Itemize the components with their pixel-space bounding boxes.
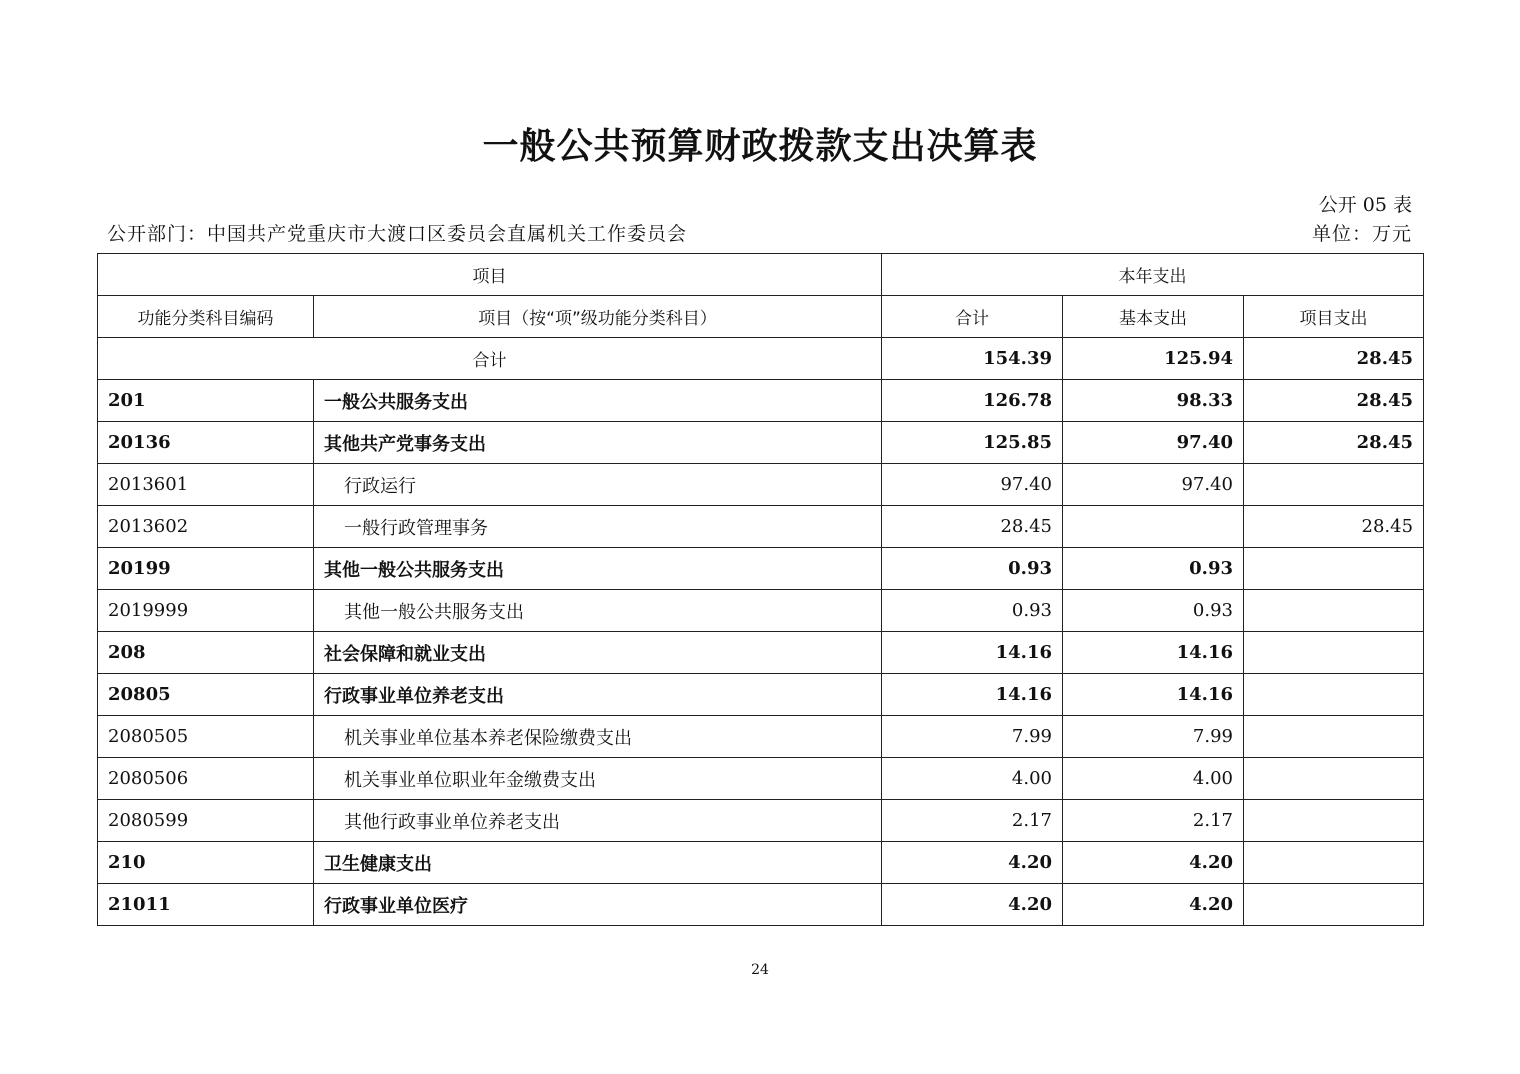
row-name: 行政事业单位医疗 <box>314 884 882 926</box>
row-name: 其他行政事业单位养老支出 <box>314 800 882 842</box>
row-item <box>1244 590 1424 632</box>
header-item: 项目支出 <box>1244 296 1424 338</box>
row-total: 14.16 <box>882 632 1063 674</box>
row-item <box>1244 464 1424 506</box>
row-item: 28.45 <box>1244 422 1424 464</box>
row-basic: 98.33 <box>1063 380 1244 422</box>
row-item <box>1244 800 1424 842</box>
row-total: 125.85 <box>882 422 1063 464</box>
header-code: 功能分类科目编码 <box>98 296 314 338</box>
row-name: 机关事业单位基本养老保险缴费支出 <box>314 716 882 758</box>
header-name: 项目（按“项”级功能分类科目） <box>314 296 882 338</box>
row-basic <box>1063 506 1244 548</box>
row-item: 28.45 <box>1244 380 1424 422</box>
table-row <box>98 632 1424 674</box>
row-item <box>1244 716 1424 758</box>
page-number: 24 <box>751 962 769 978</box>
row-name: 行政运行 <box>314 464 882 506</box>
row-basic: 0.93 <box>1063 590 1244 632</box>
header-current-year: 本年支出 <box>882 254 1424 296</box>
row-code: 20805 <box>98 674 314 716</box>
department-label: 公开部门：中国共产党重庆市大渡口区委员会直属机关工作委员会 <box>107 223 688 245</box>
row-basic: 4.00 <box>1063 758 1244 800</box>
table-row <box>98 548 1424 590</box>
row-item: 28.45 <box>1244 506 1424 548</box>
row-code: 210 <box>98 842 314 884</box>
row-name: 一般行政管理事务 <box>314 506 882 548</box>
row-item <box>1244 842 1424 884</box>
table-row <box>98 590 1424 632</box>
row-basic: 14.16 <box>1063 632 1244 674</box>
row-code: 2013601 <box>98 464 314 506</box>
row-item <box>1244 758 1424 800</box>
total-row <box>98 338 1424 380</box>
row-name: 其他一般公共服务支出 <box>314 548 882 590</box>
total-label: 合计 <box>98 338 882 380</box>
header-basic: 基本支出 <box>1063 296 1244 338</box>
table-row <box>98 506 1424 548</box>
total-basic: 125.94 <box>1063 338 1244 380</box>
row-name: 其他一般公共服务支出 <box>314 590 882 632</box>
expenditure-table <box>97 253 1424 926</box>
row-item <box>1244 884 1424 926</box>
table-row <box>98 758 1424 800</box>
row-total: 126.78 <box>882 380 1063 422</box>
row-code: 2013602 <box>98 506 314 548</box>
row-basic: 4.20 <box>1063 842 1244 884</box>
row-basic: 7.99 <box>1063 716 1244 758</box>
row-code: 201 <box>98 380 314 422</box>
table-row <box>98 674 1424 716</box>
row-total: 97.40 <box>882 464 1063 506</box>
row-basic: 97.40 <box>1063 422 1244 464</box>
row-item <box>1244 548 1424 590</box>
total-total: 154.39 <box>882 338 1063 380</box>
row-basic: 0.93 <box>1063 548 1244 590</box>
row-code: 2080506 <box>98 758 314 800</box>
row-basic: 2.17 <box>1063 800 1244 842</box>
row-total: 4.20 <box>882 842 1063 884</box>
row-total: 0.93 <box>882 590 1063 632</box>
row-basic: 97.40 <box>1063 464 1244 506</box>
table-row <box>98 422 1424 464</box>
form-number: 公开 05 表 <box>1318 194 1412 216</box>
row-code: 2019999 <box>98 590 314 632</box>
row-total: 4.20 <box>882 884 1063 926</box>
row-total: 28.45 <box>882 506 1063 548</box>
unit-label: 单位：万元 <box>1311 223 1412 245</box>
row-total: 4.00 <box>882 758 1063 800</box>
row-basic: 14.16 <box>1063 674 1244 716</box>
table-row <box>98 842 1424 884</box>
table-row <box>98 800 1424 842</box>
page-title: 一般公共预算财政拨款支出决算表 <box>482 126 1038 167</box>
row-name: 其他共产党事务支出 <box>314 422 882 464</box>
total-item: 28.45 <box>1244 338 1424 380</box>
table-row <box>98 716 1424 758</box>
table-row <box>98 380 1424 422</box>
row-code: 21011 <box>98 884 314 926</box>
table-row <box>98 884 1424 926</box>
row-name: 社会保障和就业支出 <box>314 632 882 674</box>
row-code: 208 <box>98 632 314 674</box>
row-name: 行政事业单位养老支出 <box>314 674 882 716</box>
row-name: 卫生健康支出 <box>314 842 882 884</box>
header-row-2 <box>98 296 1424 338</box>
row-code: 2080505 <box>98 716 314 758</box>
row-item <box>1244 632 1424 674</box>
header-project: 项目 <box>98 254 882 296</box>
row-code: 20136 <box>98 422 314 464</box>
row-total: 2.17 <box>882 800 1063 842</box>
row-total: 14.16 <box>882 674 1063 716</box>
row-code: 20199 <box>98 548 314 590</box>
row-name: 一般公共服务支出 <box>314 380 882 422</box>
header-total: 合计 <box>882 296 1063 338</box>
row-item <box>1244 674 1424 716</box>
row-total: 0.93 <box>882 548 1063 590</box>
row-total: 7.99 <box>882 716 1063 758</box>
row-code: 2080599 <box>98 800 314 842</box>
header-row-1 <box>98 254 1424 296</box>
row-name: 机关事业单位职业年金缴费支出 <box>314 758 882 800</box>
row-basic: 4.20 <box>1063 884 1244 926</box>
table-row <box>98 464 1424 506</box>
